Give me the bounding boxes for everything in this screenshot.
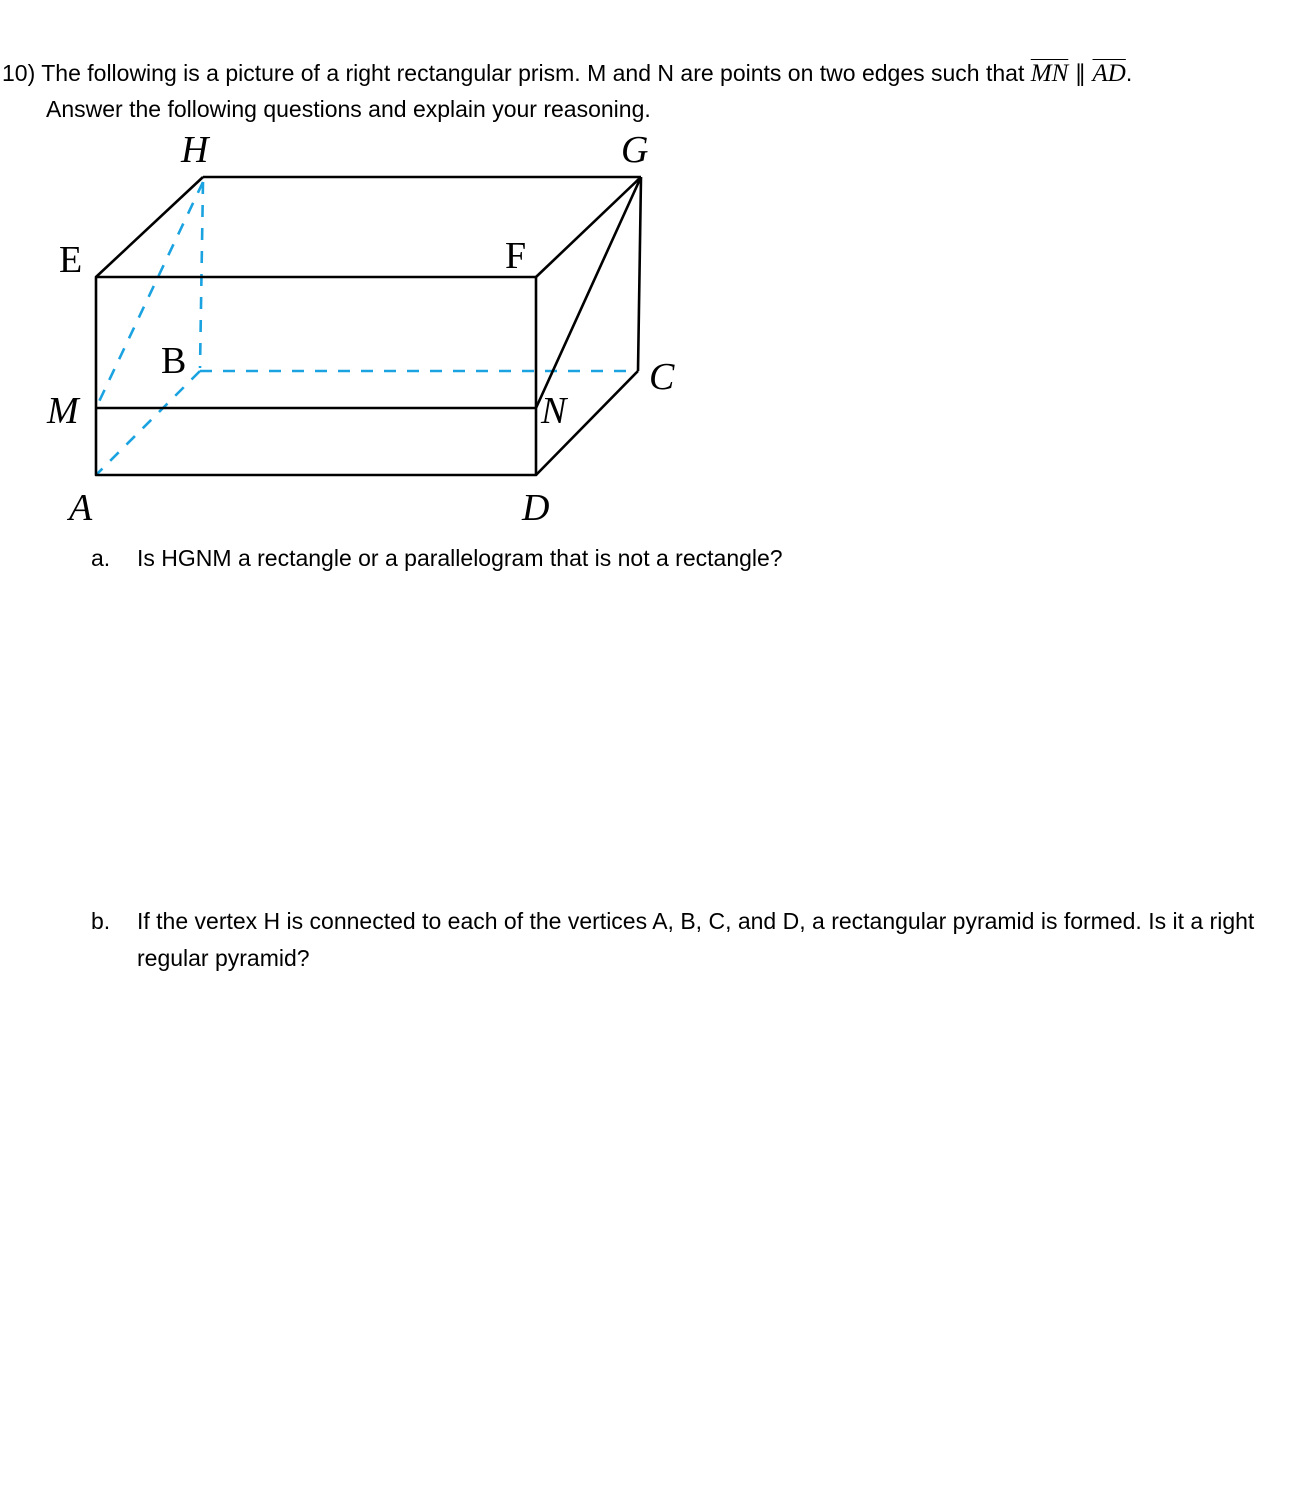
- hidden-edge-ba: [96, 371, 200, 475]
- segment-gn: [536, 177, 641, 408]
- question-line-2: Answer the following questions and explain your reasoning.: [46, 96, 651, 122]
- label-h: H: [181, 129, 209, 171]
- hidden-edge-hm: [96, 182, 203, 408]
- label-d: D: [522, 487, 550, 529]
- subquestion-a: [91, 540, 1191, 577]
- label-n: N: [541, 390, 567, 432]
- label-e: E: [59, 239, 83, 281]
- prism-figure: [0, 125, 720, 535]
- segment-ad: $\overline{AD}$: [1092, 60, 1126, 87]
- label-a: A: [69, 487, 93, 529]
- question-number: 10): [2, 60, 36, 86]
- subquestion-a-text: Is HGNM a rectangle or a parallelogram that is not a rectangle?: [137, 545, 783, 571]
- segment-mn: $\overline{MN}$: [1030, 60, 1069, 87]
- edge-eh: [96, 177, 203, 277]
- question-text-line-1: The following is a picture of a right rectangular prism. M and N are points on two edges such that: [41, 60, 1025, 86]
- hidden-edge-hb: [200, 182, 203, 368]
- label-c: C: [649, 356, 675, 398]
- subquestion-a-letter: a.: [91, 545, 111, 571]
- label-b: B: [161, 340, 187, 382]
- subquestion-b-letter: b.: [91, 908, 111, 934]
- question-line-1: [2, 58, 1132, 89]
- label-m: M: [47, 390, 79, 432]
- parallel-symbol: ∥: [1074, 60, 1087, 86]
- edge-gc: [638, 177, 641, 371]
- vertex-labels: [46, 129, 675, 529]
- label-f: F: [505, 235, 527, 277]
- sentence-period: .: [1125, 60, 1133, 86]
- subquestion-b: [91, 903, 1271, 977]
- subquestion-b-text: If the vertex H is connected to each of the vertices A, B, C, and D, a rectangular pyramid is formed. Is it a right regular pyramid?: [137, 908, 1255, 971]
- edge-fg: [536, 177, 641, 277]
- label-g: G: [621, 129, 649, 171]
